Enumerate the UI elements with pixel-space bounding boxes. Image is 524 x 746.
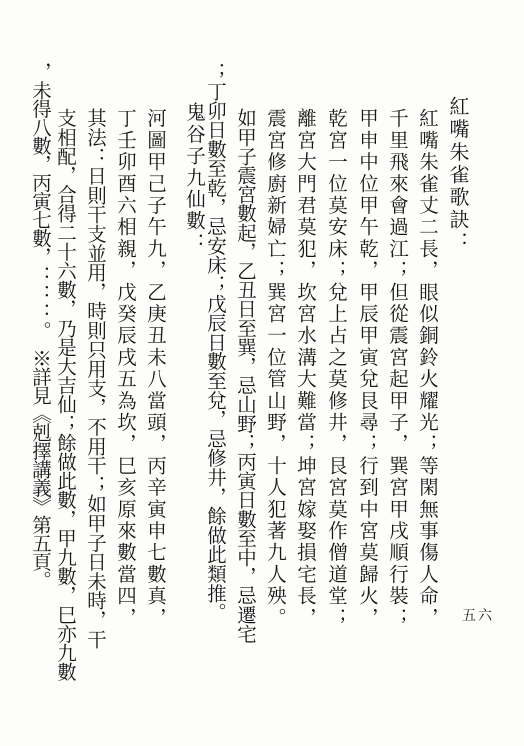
text-column-9: 鬼谷子九仙數： (183, 102, 206, 254)
text-column-14: ，未得八數，丙寅七數，：：：。 ※詳見《剋擇講義》第五頁。 (29, 62, 52, 589)
text-column-8: ；丁卯日數至乾，忌安床；戊辰日數至兌，忌修井，餘做此類推。 (204, 62, 227, 622)
text-column-6: 震宮修廚新婦亡；巽宮一位管山野，十人犯著九人殃。 (264, 108, 287, 629)
text-column-5: 離宮大門君莫犯，坎宮水溝大難當；坤宮嫁娶損宅長， (294, 108, 317, 629)
page-number: 五六 (462, 608, 494, 624)
text-column-12: 其法：日則干支並用，時則只用支，不用干；如甲子日未時，干 (84, 108, 107, 649)
text-column-3: 甲申中位甲午乾，甲辰甲寅兌艮尋；行到中宮莫歸火， (356, 108, 379, 629)
text-column-1: 紅嘴朱雀丈二長，眼似銅鈴火耀光；等閑無事傷人命， (416, 108, 439, 629)
text-column-7: 如甲子震宮數起，乙丑日至巽，忌山野；丙寅日數至中，忌遷宅 (234, 108, 257, 643)
text-column-10: 河圖甲己子午九，乙庚丑未八當頭，丙辛寅申七數真， (144, 108, 167, 629)
text-column-11: 丁壬卯酉六相親，戊癸辰戌五為坎，巳亥原來數當四， (114, 108, 137, 629)
text-column-13: 支相配，合得二十六數，乃是大吉仙；餘做此數，甲九數，巳亦九數 (54, 108, 77, 682)
text-column-4: 乾宮一位莫安床；兌上占之莫修井，艮宮莫作僧道堂； (325, 108, 348, 629)
text-column-2: 千里飛來會過江；但從震宮起甲子，巽宮甲戌順行裝； (386, 108, 409, 629)
section-title: 紅嘴朱雀歌訣： (446, 96, 470, 255)
